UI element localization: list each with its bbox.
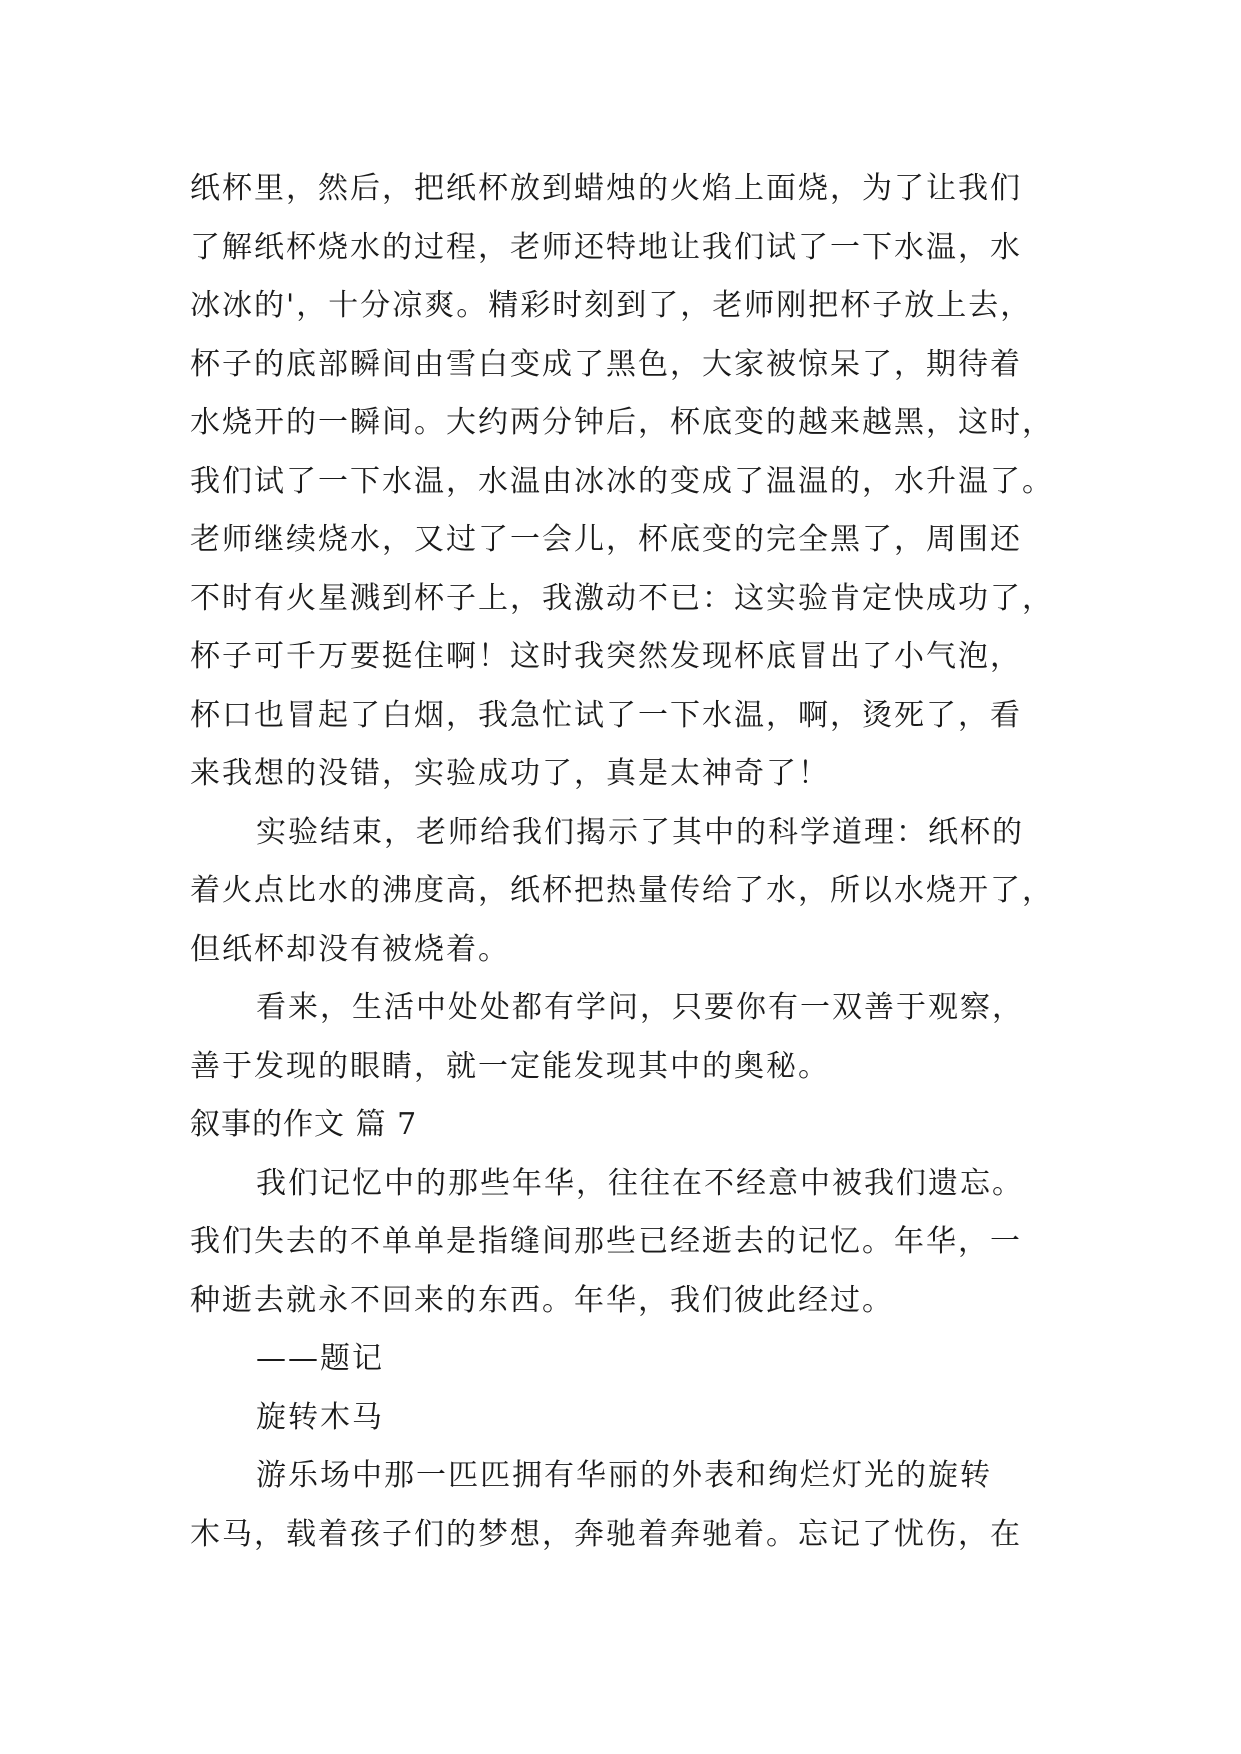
text-line: 实验结束，老师给我们揭示了其中的科学道理：纸杯的 xyxy=(256,814,1024,850)
text-line: 纸杯里，然后，把纸杯放到蜡烛的火焰上面烧，为了让我们 xyxy=(190,171,1022,206)
text-line: 但纸杯却没有被烧着。 xyxy=(190,931,510,967)
text-line: 老师继续烧水，又过了一会儿，杯底变的完全黑了，周围还 xyxy=(190,522,1022,557)
text-line: 游乐场中那一匹匹拥有华丽的外表和绚烂灯光的旋转 xyxy=(256,1458,992,1493)
text-line: 水烧开的一瞬间。大约两分钟后，杯底变的越来越黑，这时， xyxy=(190,405,1054,440)
text-line: 我们试了一下水温，水温由冰冰的变成了温温的，水升温了。 xyxy=(190,463,1054,499)
text-line: ——题记 xyxy=(256,1341,384,1376)
text-line: 善于发现的眼睛，就一定能发现其中的奥秘。 xyxy=(190,1048,830,1084)
text-line: 我们记忆中的那些年华，往往在不经意中被我们遗忘。 xyxy=(256,1165,1024,1201)
document-body xyxy=(190,160,1060,1564)
text-line: 了解纸杯烧水的过程，老师还特地让我们试了一下水温，水 xyxy=(190,229,1022,265)
text-line: 种逝去就永不回来的东西。年华，我们彼此经过。 xyxy=(190,1282,894,1318)
text-line: 冰冰的'，十分凉爽。精彩时刻到了，老师刚把杯子放上去， xyxy=(190,288,1033,323)
section-heading: 叙事的作文 篇 7 xyxy=(190,1107,418,1142)
text-line: 旋转木马 xyxy=(256,1399,384,1435)
text-line: 看来，生活中处处都有学问，只要你有一双善于观察， xyxy=(256,990,1024,1025)
text-line: 来我想的没错，实验成功了，真是太神奇了！ xyxy=(190,756,830,791)
text-line: 木马，载着孩子们的梦想，奔驰着奔驰着。忘记了忧伤，在 xyxy=(190,1516,1022,1552)
text-line: 杯子的底部瞬间由雪白变成了黑色，大家被惊呆了，期待着 xyxy=(190,346,1022,382)
text-line: 不时有火星溅到杯子上，我激动不已：这实验肯定快成功了， xyxy=(190,580,1054,616)
text-line: 杯子可千万要挺住啊！这时我突然发现杯底冒出了小气泡， xyxy=(190,639,1022,674)
text-line: 着火点比水的沸度高，纸杯把热量传给了水，所以水烧开了， xyxy=(190,873,1054,908)
text-line: 杯口也冒起了白烟，我急忙试了一下水温，啊，烫死了，看 xyxy=(190,697,1022,733)
text-line: 我们失去的不单单是指缝间那些已经逝去的记忆。年华，一 xyxy=(190,1224,1022,1259)
